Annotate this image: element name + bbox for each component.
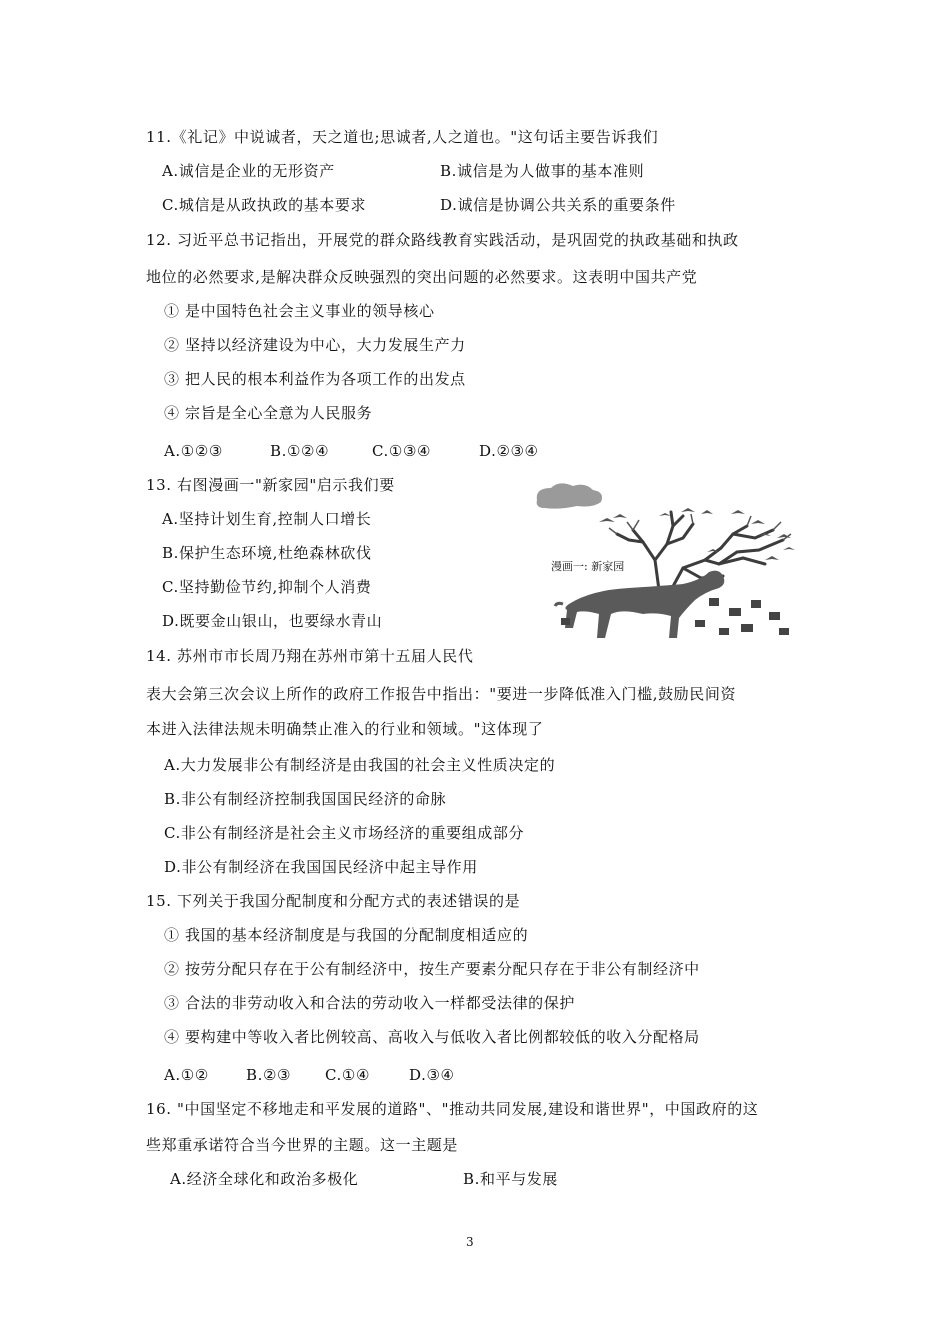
q16-stem-line2: 些郑重承诺符合当今世界的主题。这一主题是	[146, 1136, 459, 1154]
q15-option-b: B.②③	[246, 1066, 292, 1084]
q12-option-a: A.①②③	[164, 442, 223, 460]
q13-option-a: A.坚持计划生育,控制人口增长	[162, 510, 372, 528]
q11-stem: 11.《礼记》中说诚者，天之道也;思诚者,人之道也。"这句话主要告诉我们	[146, 128, 659, 146]
q15-option-d: D.③④	[409, 1066, 455, 1084]
q14-option-a: A.大力发展非公有制经济是由我国的社会主义性质决定的	[164, 756, 556, 774]
q15-statement-4: ④ 要构建中等收入者比例较高、高收入与低收入者比例都较低的收入分配格局	[164, 1028, 700, 1046]
q15-statement-1: ① 我国的基本经济制度是与我国的分配制度相适应的	[164, 926, 529, 944]
q12-stem-line1: 12. 习近平总书记指出，开展党的群众路线教育实践活动，是巩固党的执政基础和执政	[146, 231, 739, 249]
q11-option-c: C.城信是从政执政的基本要求	[162, 196, 367, 214]
q15-option-a: A.①②	[164, 1066, 209, 1084]
q14-option-d: D.非公有制经济在我国国民经济中起主导作用	[164, 858, 478, 876]
q13-option-b: B.保护生态环境,杜绝森林砍伐	[162, 544, 372, 562]
q12-statement-1: ① 是中国特色社会主义事业的领导核心	[164, 302, 435, 320]
q12-statement-4: ④ 宗旨是全心全意为人民服务	[164, 404, 373, 422]
q15-statement-2: ② 按劳分配只存在于公有制经济中，按生产要素分配只存在于非公有制经济中	[164, 960, 700, 978]
page-number: 3	[466, 1235, 474, 1249]
q12-option-b: B.①②④	[270, 442, 330, 460]
q12-option-c: C.①③④	[372, 442, 432, 460]
q12-statement-2: ② 坚持以经济建设为中心，大力发展生产力	[164, 336, 466, 354]
q16-option-b: B.和平与发展	[463, 1170, 558, 1188]
q12-statement-3: ③ 把人民的根本利益作为各项工作的出发点	[164, 370, 466, 388]
q14-option-b: B.非公有制经济控制我国国民经济的命脉	[164, 790, 447, 808]
q11-option-d: D.诚信是协调公共关系的重要条件	[440, 196, 676, 214]
q16-option-a: A.经济全球化和政治多极化	[170, 1170, 359, 1188]
q14-stem-line3: 本进入法律法规未明确禁止准入的行业和领域。"这体现了	[146, 720, 544, 738]
q11-option-b: B.诚信是为人做事的基本准则	[440, 162, 645, 180]
cartoon-new-home-image	[533, 478, 803, 646]
q13-option-d: D.既要金山银山，也要绿水青山	[162, 612, 383, 630]
q15-statement-3: ③ 合法的非劳动收入和合法的劳动收入一样都受法律的保护	[164, 994, 575, 1012]
cartoon-caption: 漫画一: 新家园	[551, 560, 625, 573]
q14-stem-line1: 14. 苏州市市长周乃翔在苏州市第十五届人民代	[146, 647, 474, 665]
q14-option-c: C.非公有制经济是社会主义市场经济的重要组成部分	[164, 824, 525, 842]
q12-stem-line2: 地位的必然要求,是解决群众反映强烈的突出问题的必然要求。这表明中国共产党	[146, 268, 698, 286]
q15-option-c: C.①④	[325, 1066, 371, 1084]
q15-stem: 15. 下列关于我国分配制度和分配方式的表述错误的是	[146, 892, 521, 910]
q11-option-a: A.诚信是企业的无形资产	[162, 162, 335, 180]
q14-stem-line2: 表大会第三次会议上所作的政府工作报告中指出："要进一步降低准入门槛,鼓励民间资	[146, 685, 737, 703]
q16-stem-line1: 16. "中国坚定不移地走和平发展的道路"、"推动共同发展,建设和谐世界"，中国政府的这	[146, 1100, 759, 1118]
q12-option-d: D.②③④	[479, 442, 539, 460]
q13-stem: 13. 右图漫画一"新家园"启示我们要	[146, 476, 395, 494]
q13-option-c: C.坚持勤俭节约,抑制个人消费	[162, 578, 372, 596]
